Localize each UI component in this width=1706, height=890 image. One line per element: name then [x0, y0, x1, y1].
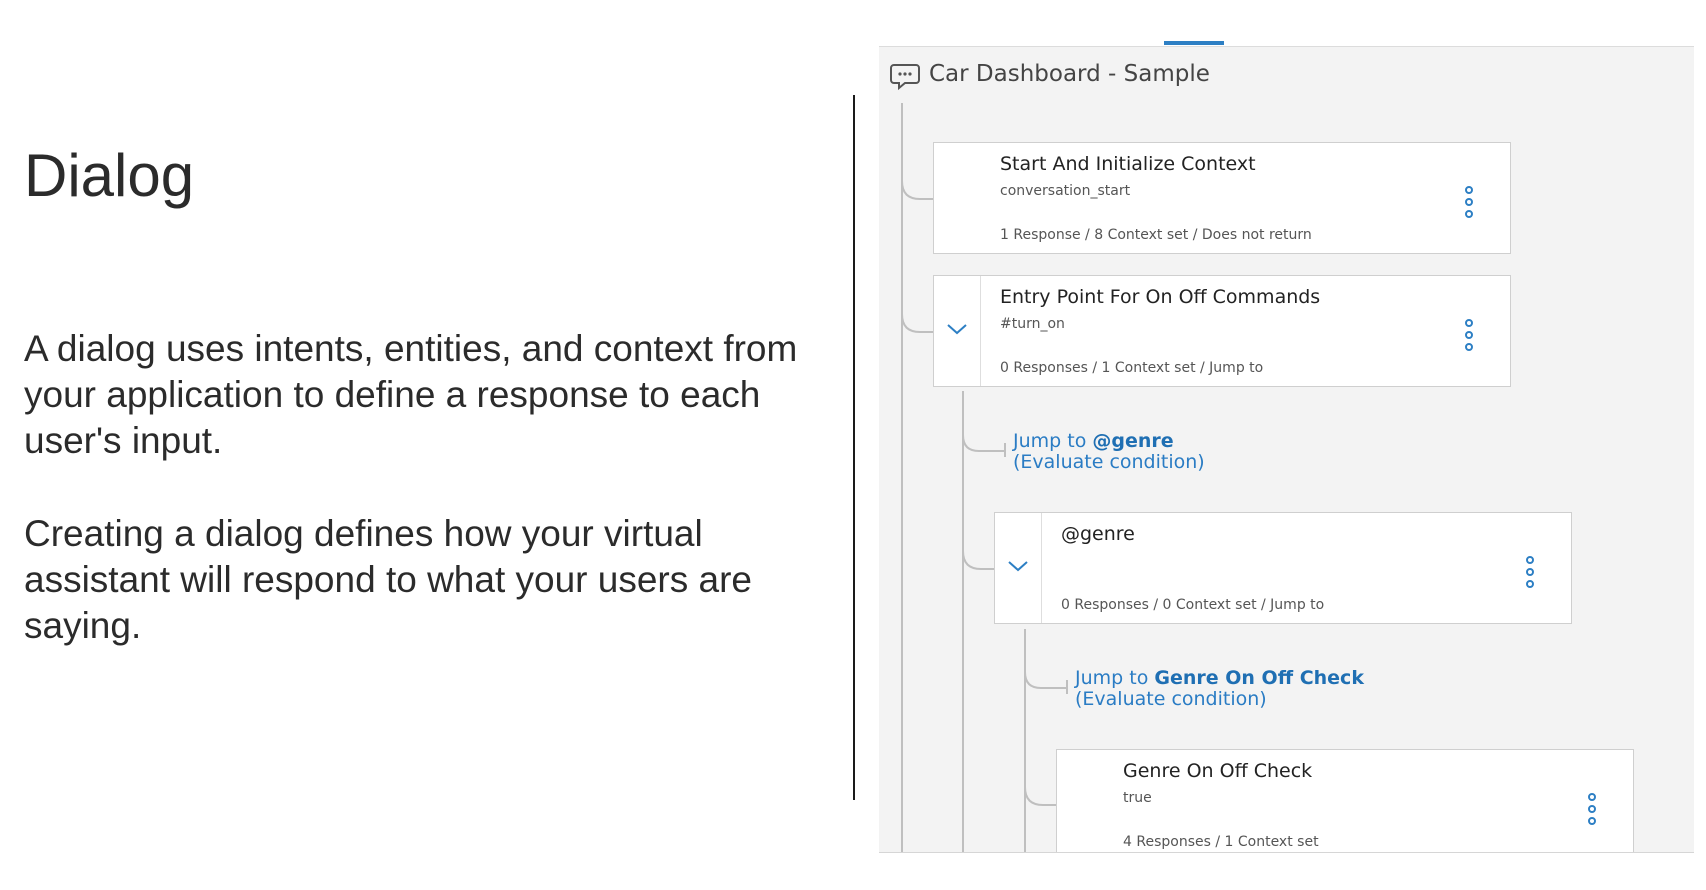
node-meta: 1 Response / 8 Context set / Does not return	[1000, 227, 1312, 243]
node-title: Genre On Off Check	[1123, 760, 1313, 782]
node-condition: true	[1123, 790, 1152, 806]
jump-target: Genre On Off Check	[1154, 667, 1364, 689]
jump-to-link[interactable]	[1013, 431, 1205, 473]
chevron-down-icon	[946, 322, 968, 336]
chevron-down-icon	[1007, 559, 1029, 573]
jump-to-link[interactable]	[1075, 668, 1364, 710]
description-paragraph: A dialog uses intents, entities, and context from your application to define a response to each user's input.	[24, 328, 798, 461]
more-options-icon[interactable]	[1463, 185, 1475, 219]
node-title: Start And Initialize Context	[1000, 153, 1256, 175]
more-options-icon[interactable]	[1524, 555, 1536, 589]
node-meta: 4 Responses / 1 Context set	[1123, 834, 1319, 850]
panel-title: Car Dashboard - Sample	[929, 61, 1210, 87]
more-options-icon[interactable]	[1586, 792, 1598, 826]
jump-target: @genre	[1092, 430, 1174, 452]
expand-toggle[interactable]	[995, 513, 1042, 623]
node-title: Entry Point For On Off Commands	[1000, 286, 1321, 308]
dialog-node-genre-on-off-check[interactable]	[1056, 749, 1634, 853]
dialog-panel	[879, 46, 1694, 853]
jump-subtext: (Evaluate condition)	[1075, 688, 1267, 710]
dialog-node-entry-point[interactable]	[933, 275, 1511, 387]
expand-toggle[interactable]	[934, 276, 981, 386]
slide-title: Dialog	[24, 142, 195, 209]
jump-prefix: Jump to	[1013, 430, 1087, 452]
description-paragraph-2: Creating a dialog defines how your virtual assistant will respond to what your users are saying.	[24, 513, 753, 646]
jump-subtext: (Evaluate condition)	[1013, 451, 1205, 473]
node-condition: #turn_on	[1000, 316, 1065, 332]
dialog-node-genre[interactable]	[994, 512, 1572, 624]
node-meta: 0 Responses / 1 Context set / Jump to	[1000, 360, 1264, 376]
vertical-divider	[853, 95, 855, 800]
more-options-icon[interactable]	[1463, 318, 1475, 352]
node-meta: 0 Responses / 0 Context set / Jump to	[1061, 597, 1325, 613]
tab-indicator	[1164, 41, 1224, 45]
dialog-node-start[interactable]	[933, 142, 1511, 254]
node-condition: conversation_start	[1000, 183, 1131, 199]
node-title: @genre	[1061, 523, 1135, 545]
jump-prefix: Jump to	[1075, 667, 1149, 689]
